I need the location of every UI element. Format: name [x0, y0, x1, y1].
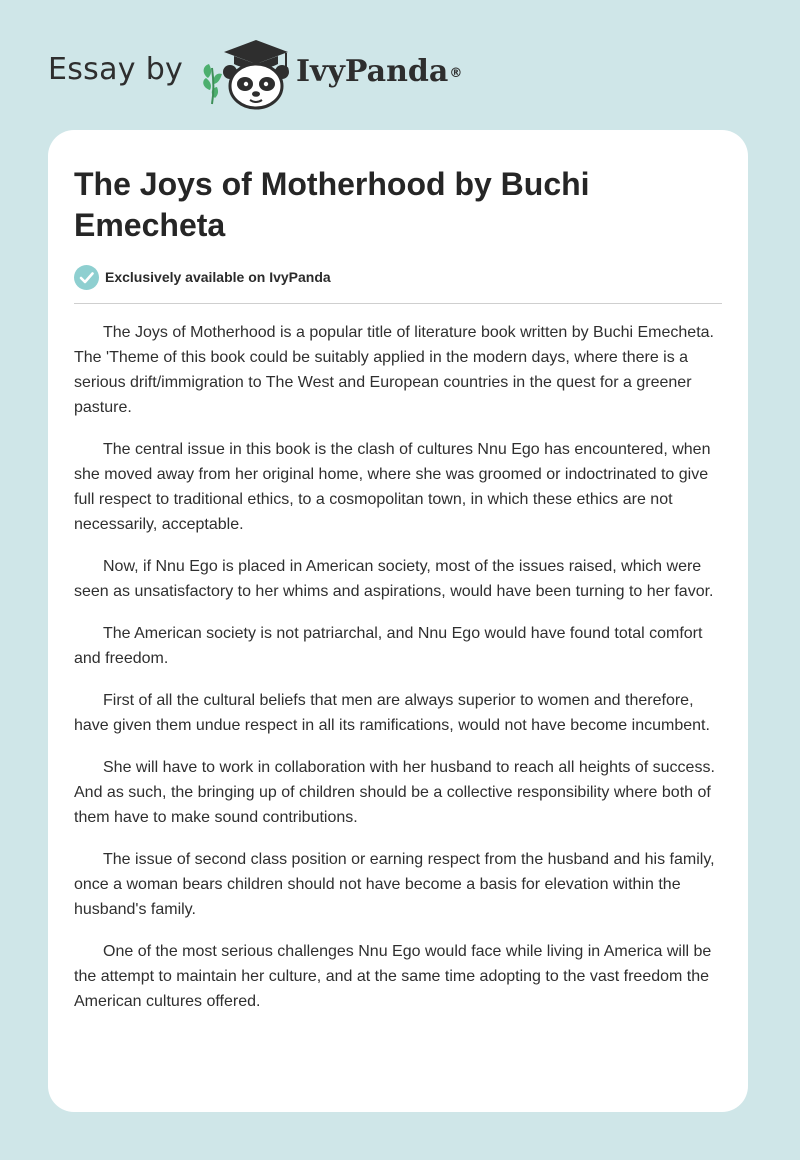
- paragraph: First of all the cultural beliefs that men are always superior to women and therefore, have given them undue respect in all its ramifications, would not have become incumbent.: [74, 692, 710, 734]
- essay-card: [48, 130, 748, 1112]
- paragraph: The Joys of Motherhood is a popular title of literature book written by Buchi Emecheta. The 'Theme of this book could be suitably applied in the modern days, where there is a serious drift/immigration to The West and European countries in the quest for a greener pasture.: [74, 324, 714, 416]
- exclusive-badge: [74, 264, 331, 290]
- check-circle-icon: [74, 265, 99, 290]
- paragraph: The American society is not patriarchal, and Nnu Ego would have found total comfort and freedom.: [74, 625, 703, 667]
- essay-by-label: Essay by: [48, 52, 184, 87]
- essay-body: [74, 320, 724, 1031]
- paragraph: One of the most serious challenges Nnu Ego would face while living in America will be the attempt to maintain her culture, and at the same time adopting to the vast freedom the American cultures offered.: [74, 943, 712, 1010]
- paragraph: She will have to work in collaboration with her husband to reach all heights of success. And as such, the bringing up of children should be a collective responsibility where both of them have to make sound contributions.: [74, 759, 715, 826]
- brand-label: IvyPanda: [296, 54, 449, 89]
- paragraph: The central issue in this book is the clash of cultures Nnu Ego has encountered, when she moved away from her original home, where she was groomed or indoctrinated to give full respect to traditional ethics, to a cosmopolitan town, in which these ethics are not necessarily, acceptable.: [74, 441, 711, 533]
- exclusive-badge-label: Exclusively available on IvyPanda: [105, 269, 331, 285]
- page-title: The Joys of Motherhood by Buchi Emecheta: [74, 166, 590, 243]
- registered-mark: ®: [449, 66, 463, 81]
- title-divider: [74, 303, 722, 304]
- site-header: [0, 0, 800, 120]
- paragraph: Now, if Nnu Ego is placed in American society, most of the issues raised, which were seen as unsatisfactory to her whims and aspirations, would have been turning to her favor.: [74, 558, 714, 600]
- panda-graduate-logo-icon[interactable]: [200, 34, 292, 110]
- paragraph: The issue of second class position or earning respect from the husband and his family, once a woman bears children should not have become a basis for elevation within the husband's family.: [74, 851, 715, 918]
- brand-name[interactable]: [296, 52, 462, 92]
